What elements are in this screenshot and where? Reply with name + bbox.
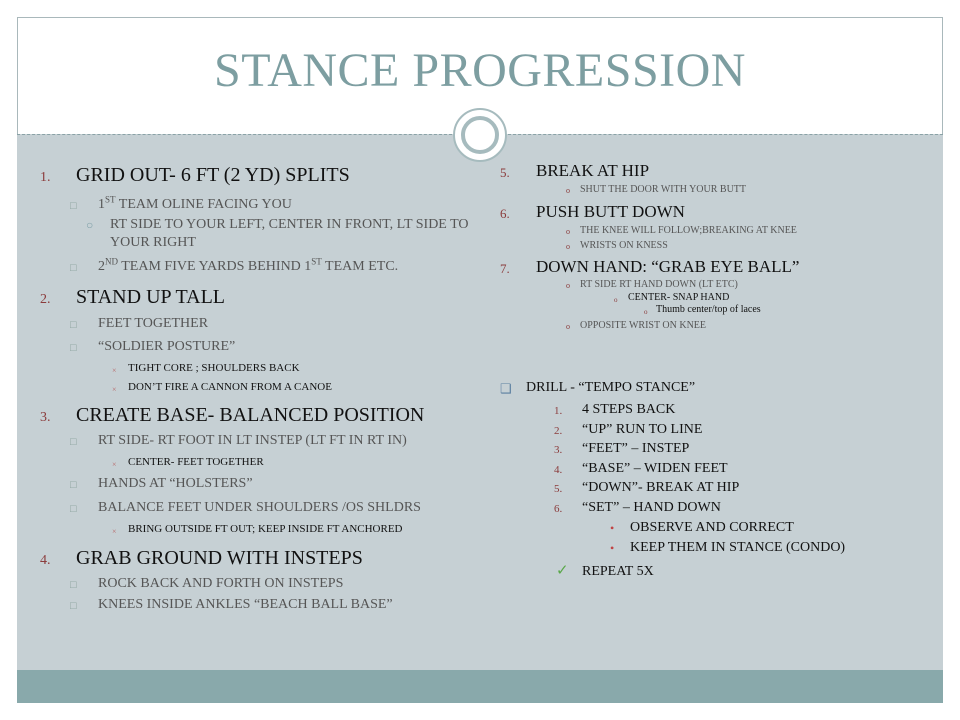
list-item: □ ROCK BACK AND FORTH ON INSTEPS xyxy=(40,575,470,593)
hollow-square-bullet-icon: □ xyxy=(70,479,77,491)
hollow-square-bullet-icon: □ xyxy=(70,600,77,612)
divider-line-left xyxy=(17,134,452,135)
small-circle-bullet-icon: o xyxy=(566,227,570,236)
section-3-heading: 3. CREATE BASE- BALANCED POSITION xyxy=(40,404,425,426)
list-item: □ 2ND TEAM FIVE YARDS BEHIND 1ST TEAM ETC. xyxy=(40,258,470,276)
list-item: □ “SOLDIER POSTURE” xyxy=(40,338,470,356)
list-item: o SHUT THE DOOR WITH YOUR BUTT xyxy=(500,182,920,197)
small-circle-bullet-icon: o xyxy=(566,242,570,251)
open-circle-bullet-icon: ○ xyxy=(86,218,94,232)
section-2-heading: 2. STAND UP TALL xyxy=(40,286,226,308)
circle-ornament-icon xyxy=(453,108,507,162)
list-item: ○ RT SIDE TO YOUR LEFT, CENTER IN FRONT, LT SIDE TO YOUR RIGHT xyxy=(86,217,469,250)
right-column xyxy=(500,160,920,582)
section-7-heading: 7. DOWN HAND: “GRAB EYE BALL” xyxy=(500,257,800,276)
divider-line-right xyxy=(508,134,943,135)
drill-step: 6. “SET” – HAND DOWN xyxy=(554,499,721,515)
small-circle-bullet-icon: o xyxy=(566,281,570,290)
drill-step: 2. “UP” RUN TO LINE xyxy=(554,421,703,437)
bullet-dot-icon: • xyxy=(610,520,615,535)
list-item: × DON’T FIRE A CANNON FROM A CANOE xyxy=(112,381,332,394)
drill-step: 5. “DOWN”- BREAK AT HIP xyxy=(554,480,740,496)
hollow-square-bullet-icon: □ xyxy=(70,200,77,212)
drill-step: 1. 4 STEPS BACK xyxy=(554,402,676,417)
bullet-dot-icon: • xyxy=(610,540,615,555)
small-circle-bullet-icon: o xyxy=(644,308,648,316)
list-item: • KEEP THEM IN STANCE (CONDO) xyxy=(500,538,920,558)
list-item: ✓ REPEAT 5X xyxy=(556,562,654,579)
list-item: □ KNEES INSIDE ANKLES “BEACH BALL BASE” xyxy=(40,596,470,614)
left-column xyxy=(40,163,470,614)
hollow-square-bullet-icon: □ xyxy=(70,436,77,448)
list-item: o RT SIDE RT HAND DOWN (LT ETC) xyxy=(500,277,920,292)
list-item: □ BALANCE FEET UNDER SHOULDERS /OS SHLDRS xyxy=(40,499,470,517)
hollow-square-bullet-icon: □ xyxy=(70,319,77,331)
small-x-bullet-icon: × xyxy=(112,366,117,375)
list-item: • OBSERVE AND CORRECT xyxy=(500,518,920,538)
hollow-square-bullet-icon: □ xyxy=(70,342,77,354)
small-circle-bullet-icon: o xyxy=(566,186,570,195)
section-1-heading: 1. GRID OUT- 6 FT (2 YD) SPLITS xyxy=(40,164,350,186)
list-item: □ RT SIDE- RT FOOT IN LT INSTEP (LT FT IN RT IN) xyxy=(40,432,470,450)
list-item: × BRING OUTSIDE FT OUT; KEEP INSIDE FT ANCHORED xyxy=(112,523,403,536)
list-item: o CENTER- SNAP HAND xyxy=(614,292,730,304)
small-x-bullet-icon: × xyxy=(112,460,117,469)
small-circle-bullet-icon: o xyxy=(614,296,618,304)
section-4-heading: 4. GRAB GROUND WITH INSTEPS xyxy=(40,547,363,569)
section-5-heading: 5. BREAK AT HIP xyxy=(500,161,650,180)
hollow-square-bullet-icon: □ xyxy=(70,503,77,515)
footer-bar xyxy=(17,670,943,703)
small-x-bullet-icon: × xyxy=(112,527,117,536)
hollow-square-bullet-icon: □ xyxy=(70,262,77,274)
slide-title: STANCE PROGRESSION xyxy=(214,44,746,97)
checkbox-bullet-icon: ❑ xyxy=(500,381,512,396)
list-item: × CENTER- FEET TOGETHER xyxy=(112,456,264,469)
small-circle-bullet-icon: o xyxy=(566,322,570,331)
small-x-bullet-icon: × xyxy=(112,385,117,394)
list-item: □ 1ST TEAM OLINE FACING YOU xyxy=(40,196,470,214)
list-item: o Thumb center/top of laces xyxy=(644,304,761,316)
list-item: □ FEET TOGETHER xyxy=(40,315,470,333)
drill-step: 4. “BASE” – WIDEN FEET xyxy=(554,460,728,476)
list-item: o THE KNEE WILL FOLLOW;BREAKING AT KNEE xyxy=(500,223,920,238)
checkmark-icon: ✓ xyxy=(556,562,569,579)
list-item: × TIGHT CORE ; SHOULDERS BACK xyxy=(112,362,300,375)
list-item: o WRISTS ON KNESS xyxy=(500,238,920,253)
drill-step: 3. “FEET” – INSTEP xyxy=(554,441,690,457)
list-item: □ HANDS AT “HOLSTERS” xyxy=(40,475,470,493)
list-item: o OPPOSITE WRIST ON KNEE xyxy=(500,318,920,333)
section-6-heading: 6. PUSH BUTT DOWN xyxy=(500,202,685,221)
hollow-square-bullet-icon: □ xyxy=(70,579,77,591)
drill-heading: ❑ DRILL - “TEMPO STANCE” xyxy=(500,380,696,396)
